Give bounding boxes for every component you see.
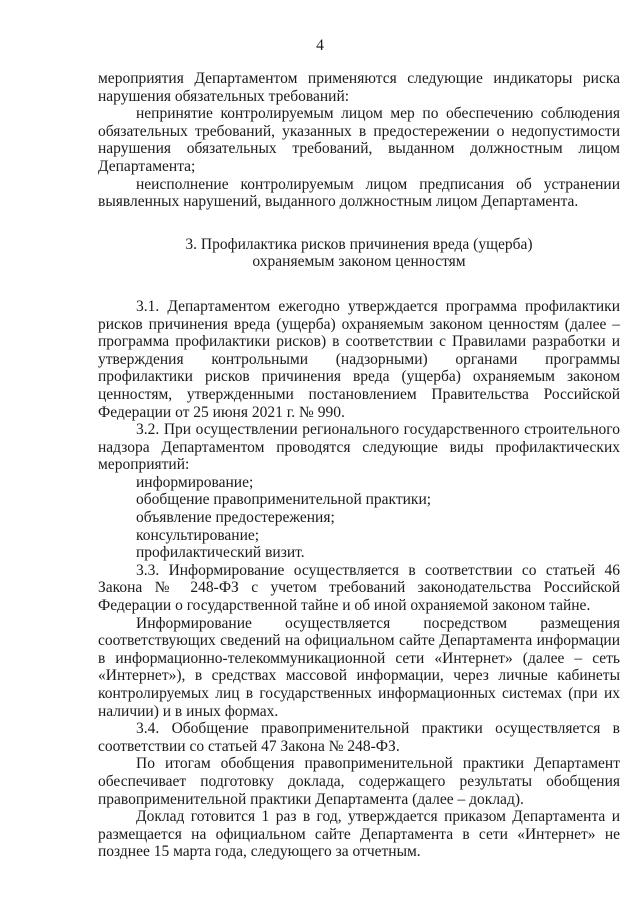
paragraph-report-preparation: По итогам обобщения правоприменительной практики Департамент обеспечивает подготовку доклада, содержащего результаты обобщения правоприменительной практики Департамента (далее – доклад).	[98, 755, 620, 808]
section-heading-line-1: 3. Профилактика рисков причинения вреда (ущерба)	[185, 235, 533, 253]
paragraph-3-3: 3.3. Информирование осуществляется в соответствии со статьей 46 Закона № 248-ФЗ с учетом требований законодательства Российской Федерации о государственной тайне и об иной охраняемой законом тайне.	[98, 561, 620, 615]
paragraph-3-2: 3.2. При осуществлении регионального государственного строительного надзора Департаментом проводятся следующие виды профилактических мероприятий:	[98, 421, 620, 474]
paragraph-informing-means: Информирование осуществляется посредством размещения соответствующих сведений на официальном сайте Департамента информации в информационно-телекоммуникационной сети «Интернет» (далее – сеть «Интернет»), в средствах массовой информации, через личные кабинеты контролируемых лиц в государственных информационных системах (при их наличии) и в иных формах.	[98, 614, 620, 720]
paragraph-report-publication: Доклад готовится 1 раз в год, утверждается приказом Департамента и размещается на официальном сайте Департамента в сети «Интернет» не позднее 15 марта года, следующего за отчетным.	[98, 808, 620, 861]
list-item-generalization: обобщение правоприменительной практики;	[136, 491, 432, 509]
section-heading-line-2: охраняемым законом ценностям	[252, 253, 466, 271]
paragraph-3-1: 3.1. Департаментом ежегодно утверждается программа профилактики рисков причинения вреда (ущерба) охраняемым законом ценностям (далее – программа профилактики рисков) в соответствии с Правилами разработки и утверждения контрольными (надзорными) органами программы профилактики рисков причинения вреда (ущерба) охраняемым законом ценностям, утвержденными постановлением Правительства Российской Федерации от 25 июня 2021 г. № 990.	[98, 297, 620, 421]
page-number: 4	[316, 37, 324, 54]
paragraph-3-4: 3.4. Обобщение правоприменительной практики осуществляется в соответствии со статьей 47 Закона № 248-ФЗ.	[98, 720, 620, 755]
section-heading	[98, 236, 620, 271]
list-item-consulting: консультирование;	[136, 526, 260, 544]
list-item-preventive-visit: профилактический визит.	[136, 544, 305, 562]
document-body	[98, 70, 620, 861]
paragraph-indicator-2: неисполнение контролируемым лицом предписания об устранении выявленных нарушений, выданного должностным лицом Департамента.	[98, 175, 620, 211]
paragraph-indicator-1: непринятие контролируемым лицом мер по обеспечению соблюдения обязательных требований, указанных в предостережении о недопустимости нарушения обязательных требований, выданном должностным лицом Департамента;	[98, 105, 620, 175]
list-item-warning: объявление предостережения;	[136, 509, 335, 527]
paragraph-indicators-intro: мероприятия Департаментом применяются следующие индикаторы риска нарушения обязательных требований:	[98, 70, 620, 105]
list-item-informing: информирование;	[136, 473, 254, 491]
